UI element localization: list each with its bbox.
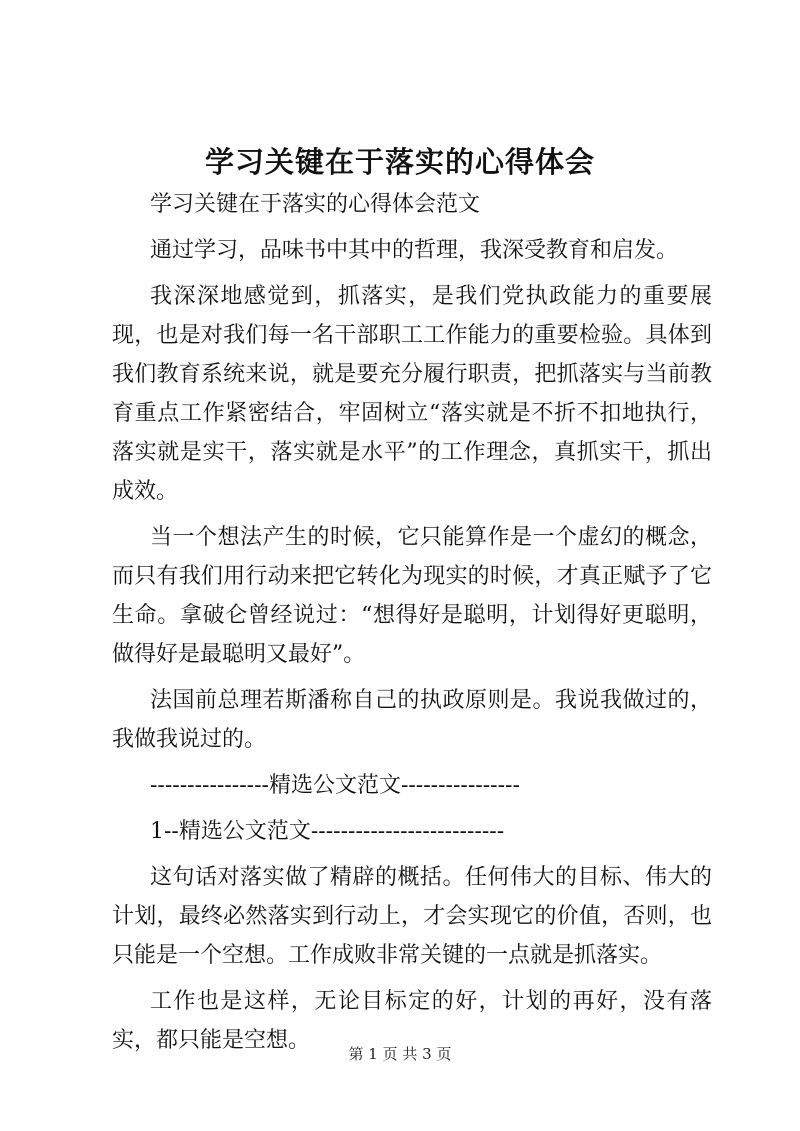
- document-title: 学习关键在于落实的心得体会: [204, 145, 595, 179]
- section-separator: 1--精选公文范文--------------------------: [150, 819, 505, 844]
- paragraph: 工作也是这样，无论目标定的好，计划的再好，没有落实，都只能是空想。: [112, 989, 712, 1053]
- paragraph: 法国前总理若斯潘称自己的执政原则是。我说我做过的，我做我说过的。: [112, 688, 712, 752]
- paragraph: 通过学习，品味书中其中的哲理，我深受教育和启发。: [150, 238, 679, 263]
- paragraph: 这句话对落实做了精辟的概括。任何伟大的目标、伟大的计划，最终必然落实到行动上，才会实现它的价值，否则，也只能是一个空想。工作成败非常关键的一点就是抓落实。: [112, 865, 712, 968]
- document-body: [112, 185, 712, 1067]
- paragraph: 我深深地感觉到，抓落实，是我们党执政能力的重要展现，也是对我们每一名干部职工工作能力的重要检验。具体到我们教育系统来说，就是要充分履行职责，把抓落实与当前教育重点工作紧密结合，牢固树立“落实就是不折不扣地执行，落实就是实干，落实就是水平”的工作理念，真抓实干，抓出成效。: [112, 284, 712, 504]
- paragraph-subtitle: 学习关键在于落实的心得体会范文: [150, 192, 481, 217]
- section-separator: ----------------精选公文范文----------------: [150, 773, 520, 798]
- page-footer: 第 1 页 共 3 页: [348, 1045, 452, 1063]
- paragraph: 当一个想法产生的时候，它只能算作是一个虚幻的概念，而只有我们用行动来把它转化为现实的时候，才真正赋予了它生命。拿破仑曾经说过：“想得好是聪明，计划得好更聪明，做得好是最聪明又最好”。: [112, 525, 712, 667]
